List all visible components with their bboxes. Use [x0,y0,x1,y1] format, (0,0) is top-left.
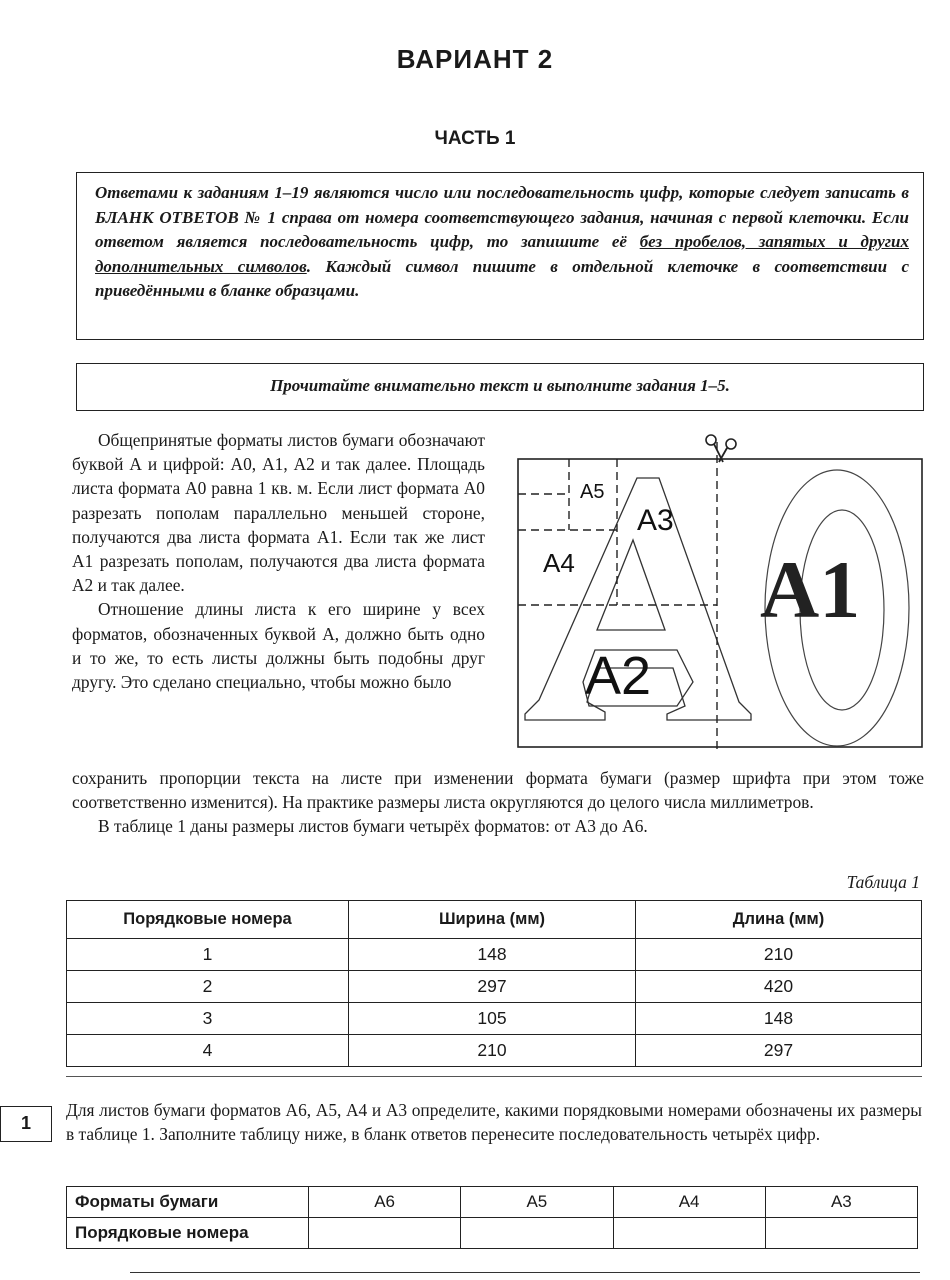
answer-cell[interactable] [461,1218,613,1249]
table-1-header-row [67,901,922,939]
paper-formats-figure [517,430,925,760]
paragraph-2-start: Отношение длины листа к его ширине у всех форматов, обозначенных буквой А, должно быть одно и то же, то есть листы должны быть подобны друг другу. Это сделано специально, чтобы можно было [72,599,485,693]
label-a4: А4 [543,548,575,578]
table-cell: 297 [349,971,636,1003]
format-cell: А6 [309,1187,461,1218]
table-cell: 148 [349,939,636,971]
table-1-header-cell: Длина (мм) [636,901,922,939]
table-cell: 105 [349,1003,636,1035]
text-full-width [72,766,924,839]
table-1 [66,900,922,1067]
part-title: ЧАСТЬ 1 [434,128,516,149]
answer-table-formats-row [67,1187,918,1218]
instructions-text-after: . Каждый символ пишите в отдельной клеточке в соответствии с приведёнными в бланке образцами. [95,256,909,300]
sheet-a0-outline [518,459,922,747]
format-cell: А3 [765,1187,917,1218]
formats-row-label: Форматы бумаги [67,1187,309,1218]
instructions-underlined: без пробелов, запятых и других дополнительных символов [95,232,909,276]
table-row [67,971,922,1003]
instructions-text-before: Ответами к заданиям 1–19 являются число или последовательность цифр, которые следует записать в БЛАНК ОТВЕТОВ № 1 справа от номера соответствующего задания, начиная с первой клеточки. Если ответом является последовательность цифр, то запишите её [95,183,909,251]
answer-cell[interactable] [613,1218,765,1249]
table-1-header-cell: Ширина (мм) [349,901,636,939]
label-a5: А5 [580,481,605,503]
scissors-icon [706,435,736,462]
paragraph-2-end: сохранить пропорции текста на листе при изменении формата бумаги (размер шрифта при этом тоже соответственно изменится). На практике размеры листа округляются до целого числа миллиметров. [72,768,924,813]
label-a1: А1 [760,544,861,635]
table-cell: 210 [636,939,922,971]
big-letter-a-hole [597,540,665,630]
table-cell: 148 [636,1003,922,1035]
table-cell: 3 [67,1003,349,1035]
paragraph-3: В таблице 1 даны размеры листов бумаги четырёх форматов: от А3 до А6. [98,816,648,837]
numbers-row-label: Порядковые номера [67,1218,309,1249]
read-prompt-box: Прочитайте внимательно текст и выполните задания 1–5. [76,363,924,411]
instructions-box [76,172,924,340]
task-number-box: 1 [0,1106,52,1142]
paragraph-1: Общепринятые форматы листов бумаги обозначают буквой А и цифрой: А0, А1, А2 и так далее. Площадь листа формата А0 равна 1 кв. м. Если лист формата А0 разрезать пополам параллельно меньшей стороне, получаются два листа формата А1. Если так же лист А1 разрезать пополам, получаются два листа формата А2 и так далее. [72,430,485,596]
table-cell: 4 [67,1035,349,1067]
section-divider [66,1076,922,1077]
table-row [67,939,922,971]
table-cell: 210 [349,1035,636,1067]
table-1-header-cell: Порядковые номера [67,901,349,939]
answer-table-numbers-row [67,1218,918,1249]
variant-title: ВАРИАНТ 2 [396,44,554,74]
label-a3: А3 [637,504,674,537]
page-bottom-rule [130,1272,920,1273]
text-column [72,428,485,694]
table-row [67,1035,922,1067]
format-cell: А5 [461,1187,613,1218]
table-cell: 420 [636,971,922,1003]
table-cell: 297 [636,1035,922,1067]
instructions-text [95,181,909,304]
table-1-caption: Таблица 1 [846,872,920,892]
table-cell: 1 [67,939,349,971]
table-row [67,1003,922,1035]
answer-cell[interactable] [765,1218,917,1249]
task-1-text: Для листов бумаги форматов А6, А5, А4 и А3 определите, какими порядковыми номерами обозначены их размеры в таблице 1. Заполните таблицу ниже, в бланк ответов перенесите последовательность четырёх цифр. [66,1100,922,1145]
format-cell: А4 [613,1187,765,1218]
label-a2: А2 [585,646,652,706]
answer-table [66,1186,918,1249]
answer-cell[interactable] [309,1218,461,1249]
table-cell: 2 [67,971,349,1003]
